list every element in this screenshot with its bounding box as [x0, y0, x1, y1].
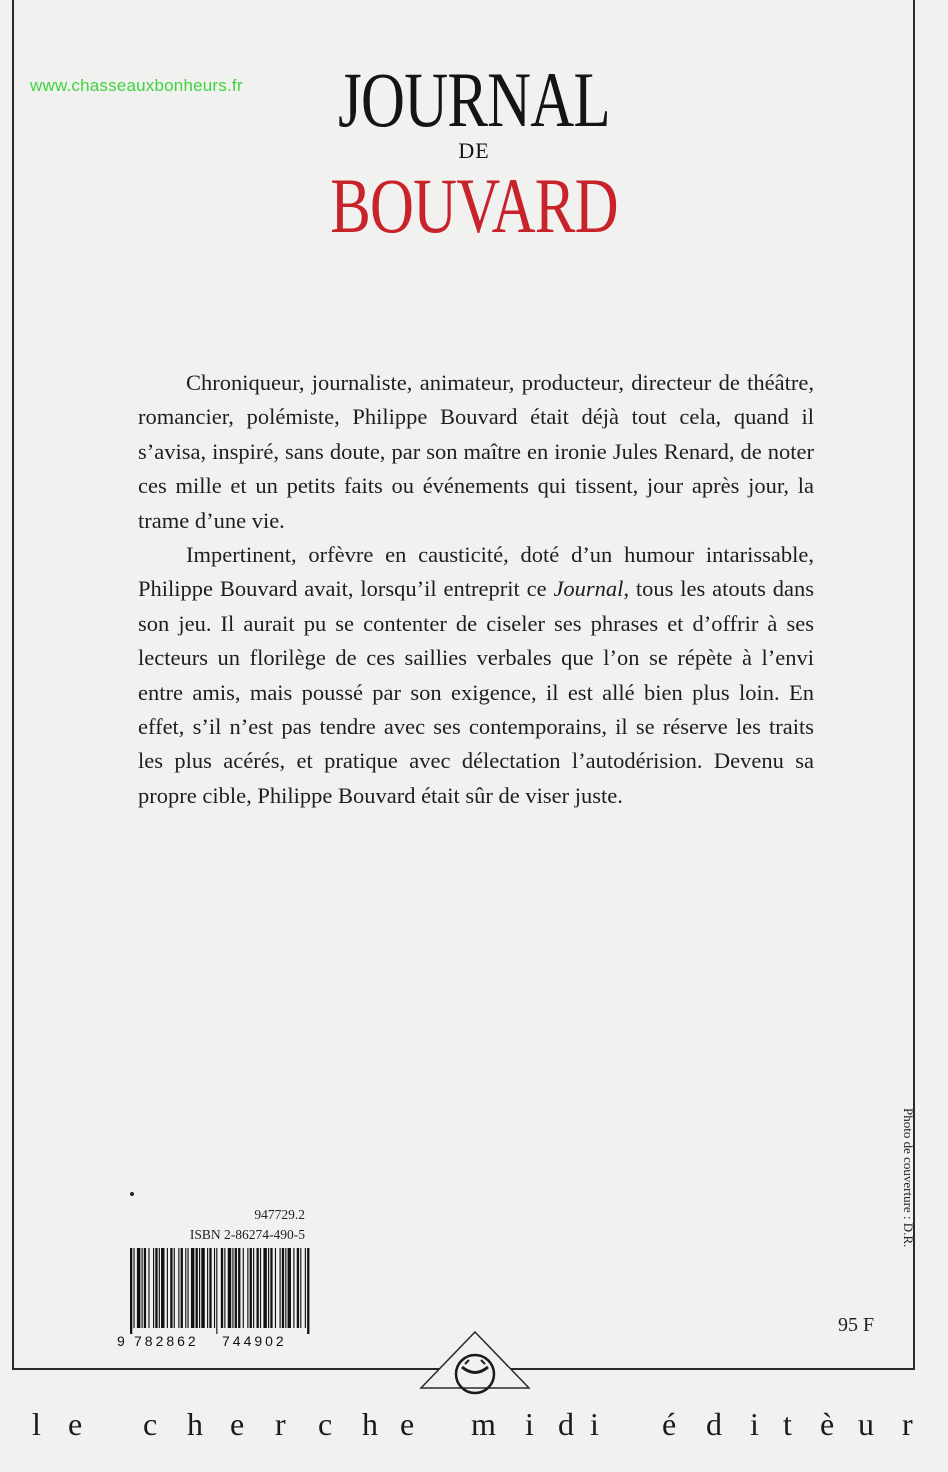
publisher-letter: h: [187, 1406, 203, 1442]
reference-number: 947729.2: [254, 1207, 305, 1222]
watermark-url: www.chasseauxbonheurs.fr: [30, 76, 243, 95]
blurb-paragraph-2-start: Impertinent, orfèvre en causticité, doté d’un humour intarissable, Philippe Bouvard avait, lorsqu’il entreprit ce: [138, 542, 814, 602]
isbn-number: ISBN 2-86274-490-5: [189, 1227, 305, 1242]
barcode-bar: [305, 1248, 306, 1328]
barcode-bar: [207, 1248, 208, 1328]
publisher-letter: è: [820, 1406, 835, 1442]
barcode-bar: [174, 1248, 175, 1328]
publisher-letter: t: [783, 1406, 792, 1442]
publisher-logo-icon: [419, 1330, 531, 1408]
publisher-letter: c: [318, 1406, 333, 1442]
publisher-letter: l: [32, 1406, 41, 1442]
barcode-bar: [280, 1248, 281, 1328]
publisher-name: [0, 1404, 948, 1444]
publisher-letter: i: [525, 1406, 534, 1442]
barcode-bar: [216, 1248, 217, 1334]
barcode-bar: [221, 1248, 223, 1328]
barcode: [116, 1248, 312, 1348]
barcode-bar: [178, 1248, 179, 1328]
barcode-bar: [214, 1248, 215, 1328]
barcode-bar: [285, 1248, 286, 1328]
publisher-letter: r: [902, 1406, 913, 1442]
barcode-bar: [130, 1248, 132, 1334]
publisher-letter: d: [558, 1406, 574, 1442]
printer-dot: [130, 1192, 134, 1196]
barcode-bar: [300, 1248, 301, 1328]
barcode-bar: [167, 1248, 168, 1328]
barcode-bar: [235, 1248, 237, 1328]
publisher-letter: e: [230, 1406, 245, 1442]
barcode-bar: [228, 1248, 231, 1328]
barcode-bar: [209, 1248, 211, 1328]
blurb-paragraph-2: [138, 538, 814, 813]
barcode-bar: [263, 1248, 266, 1328]
barcode-bar: [133, 1248, 134, 1328]
barcode-bar: [257, 1248, 259, 1328]
barcode-bar: [144, 1248, 146, 1328]
publisher-letter: i: [750, 1406, 759, 1442]
barcode-bar: [250, 1248, 252, 1328]
publisher-letter: d: [706, 1406, 722, 1442]
barcode-bar: [232, 1248, 233, 1328]
barcode-bar: [201, 1248, 204, 1328]
publisher-letter: u: [858, 1406, 874, 1442]
title-bouvard: BOUVARD: [330, 162, 618, 249]
barcode-digit-first: 9: [117, 1333, 125, 1348]
barcode-bar: [199, 1248, 200, 1328]
barcode-bars: [130, 1248, 309, 1334]
barcode-bar: [196, 1248, 198, 1328]
barcode-bar: [243, 1248, 244, 1328]
publisher-letter: e: [68, 1406, 83, 1442]
publisher-letter: i: [590, 1406, 599, 1442]
barcode-bar: [191, 1248, 194, 1328]
barcode-bar: [185, 1248, 186, 1328]
barcode-bar: [159, 1248, 160, 1328]
barcode-bar: [247, 1248, 248, 1328]
barcode-bar: [307, 1248, 309, 1334]
barcode-bar: [170, 1248, 172, 1328]
book-codes: [140, 1205, 305, 1245]
barcode-bar: [188, 1248, 189, 1328]
barcode-bar: [288, 1248, 291, 1328]
barcode-bar: [253, 1248, 254, 1328]
publisher-letter: h: [362, 1406, 378, 1442]
price: 95 F: [838, 1314, 875, 1336]
barcode-bar: [155, 1248, 157, 1328]
barcode-digits-right: 744902: [222, 1333, 287, 1348]
barcode-bar: [148, 1248, 149, 1328]
barcode-bar: [238, 1248, 240, 1328]
barcode-bar: [297, 1248, 299, 1328]
title-journal: JOURNAL: [338, 56, 610, 143]
barcode-bar: [275, 1248, 276, 1328]
barcode-bar: [161, 1248, 164, 1328]
barcode-bar: [260, 1248, 261, 1328]
barcode-bar: [270, 1248, 272, 1328]
barcode-bar: [137, 1248, 140, 1328]
barcode-bar: [181, 1248, 183, 1328]
barcode-bar: [153, 1248, 154, 1328]
barcode-bar: [224, 1248, 225, 1328]
publisher-letter: c: [143, 1406, 158, 1442]
publisher-letter: é: [662, 1406, 677, 1442]
publisher-letter: r: [275, 1406, 286, 1442]
photo-credit: Photo de couverture : D.R.: [901, 1108, 916, 1248]
barcode-bar: [282, 1248, 284, 1328]
back-cover-blurb: [138, 366, 814, 813]
blurb-paragraph-2-end: , tous les atouts dans son jeu. Il aurait pu se contenter de ciseler ses phrases et d’offrir à ses lecteurs un florilège de ces saillies verbales que l’on se répète à l’envi entre amis, mais poussé par son exigence, il est allé bien plus loin. En effet, s’il n’est pas tendre avec ses contemporains, il se réserve les traits les plus acérés, et pratique avec délectation l’autodérision. Devenu sa propre cible, Philippe Bouvard était sûr de viser juste.: [138, 576, 814, 808]
barcode-bar: [142, 1248, 143, 1328]
barcode-bar: [268, 1248, 269, 1328]
publisher-letter: e: [400, 1406, 415, 1442]
barcode-bar: [293, 1248, 294, 1328]
blurb-paragraph-1: Chroniqueur, journaliste, animateur, producteur, directeur de théâtre, romancier, polémiste, Philippe Bouvard était déjà tout cela, quand il s’avisa, inspiré, sans doute, par son maître en ironie Jules Renard, de noter ces mille et un petits faits ou événements qui tissent, jour après jour, la trame d’une vie.: [138, 370, 814, 533]
blurb-journal-italic: Journal: [553, 576, 624, 602]
barcode-digits-left: 782862: [134, 1333, 199, 1348]
publisher-letter: m: [471, 1406, 496, 1442]
title-de: DE: [458, 138, 490, 163]
